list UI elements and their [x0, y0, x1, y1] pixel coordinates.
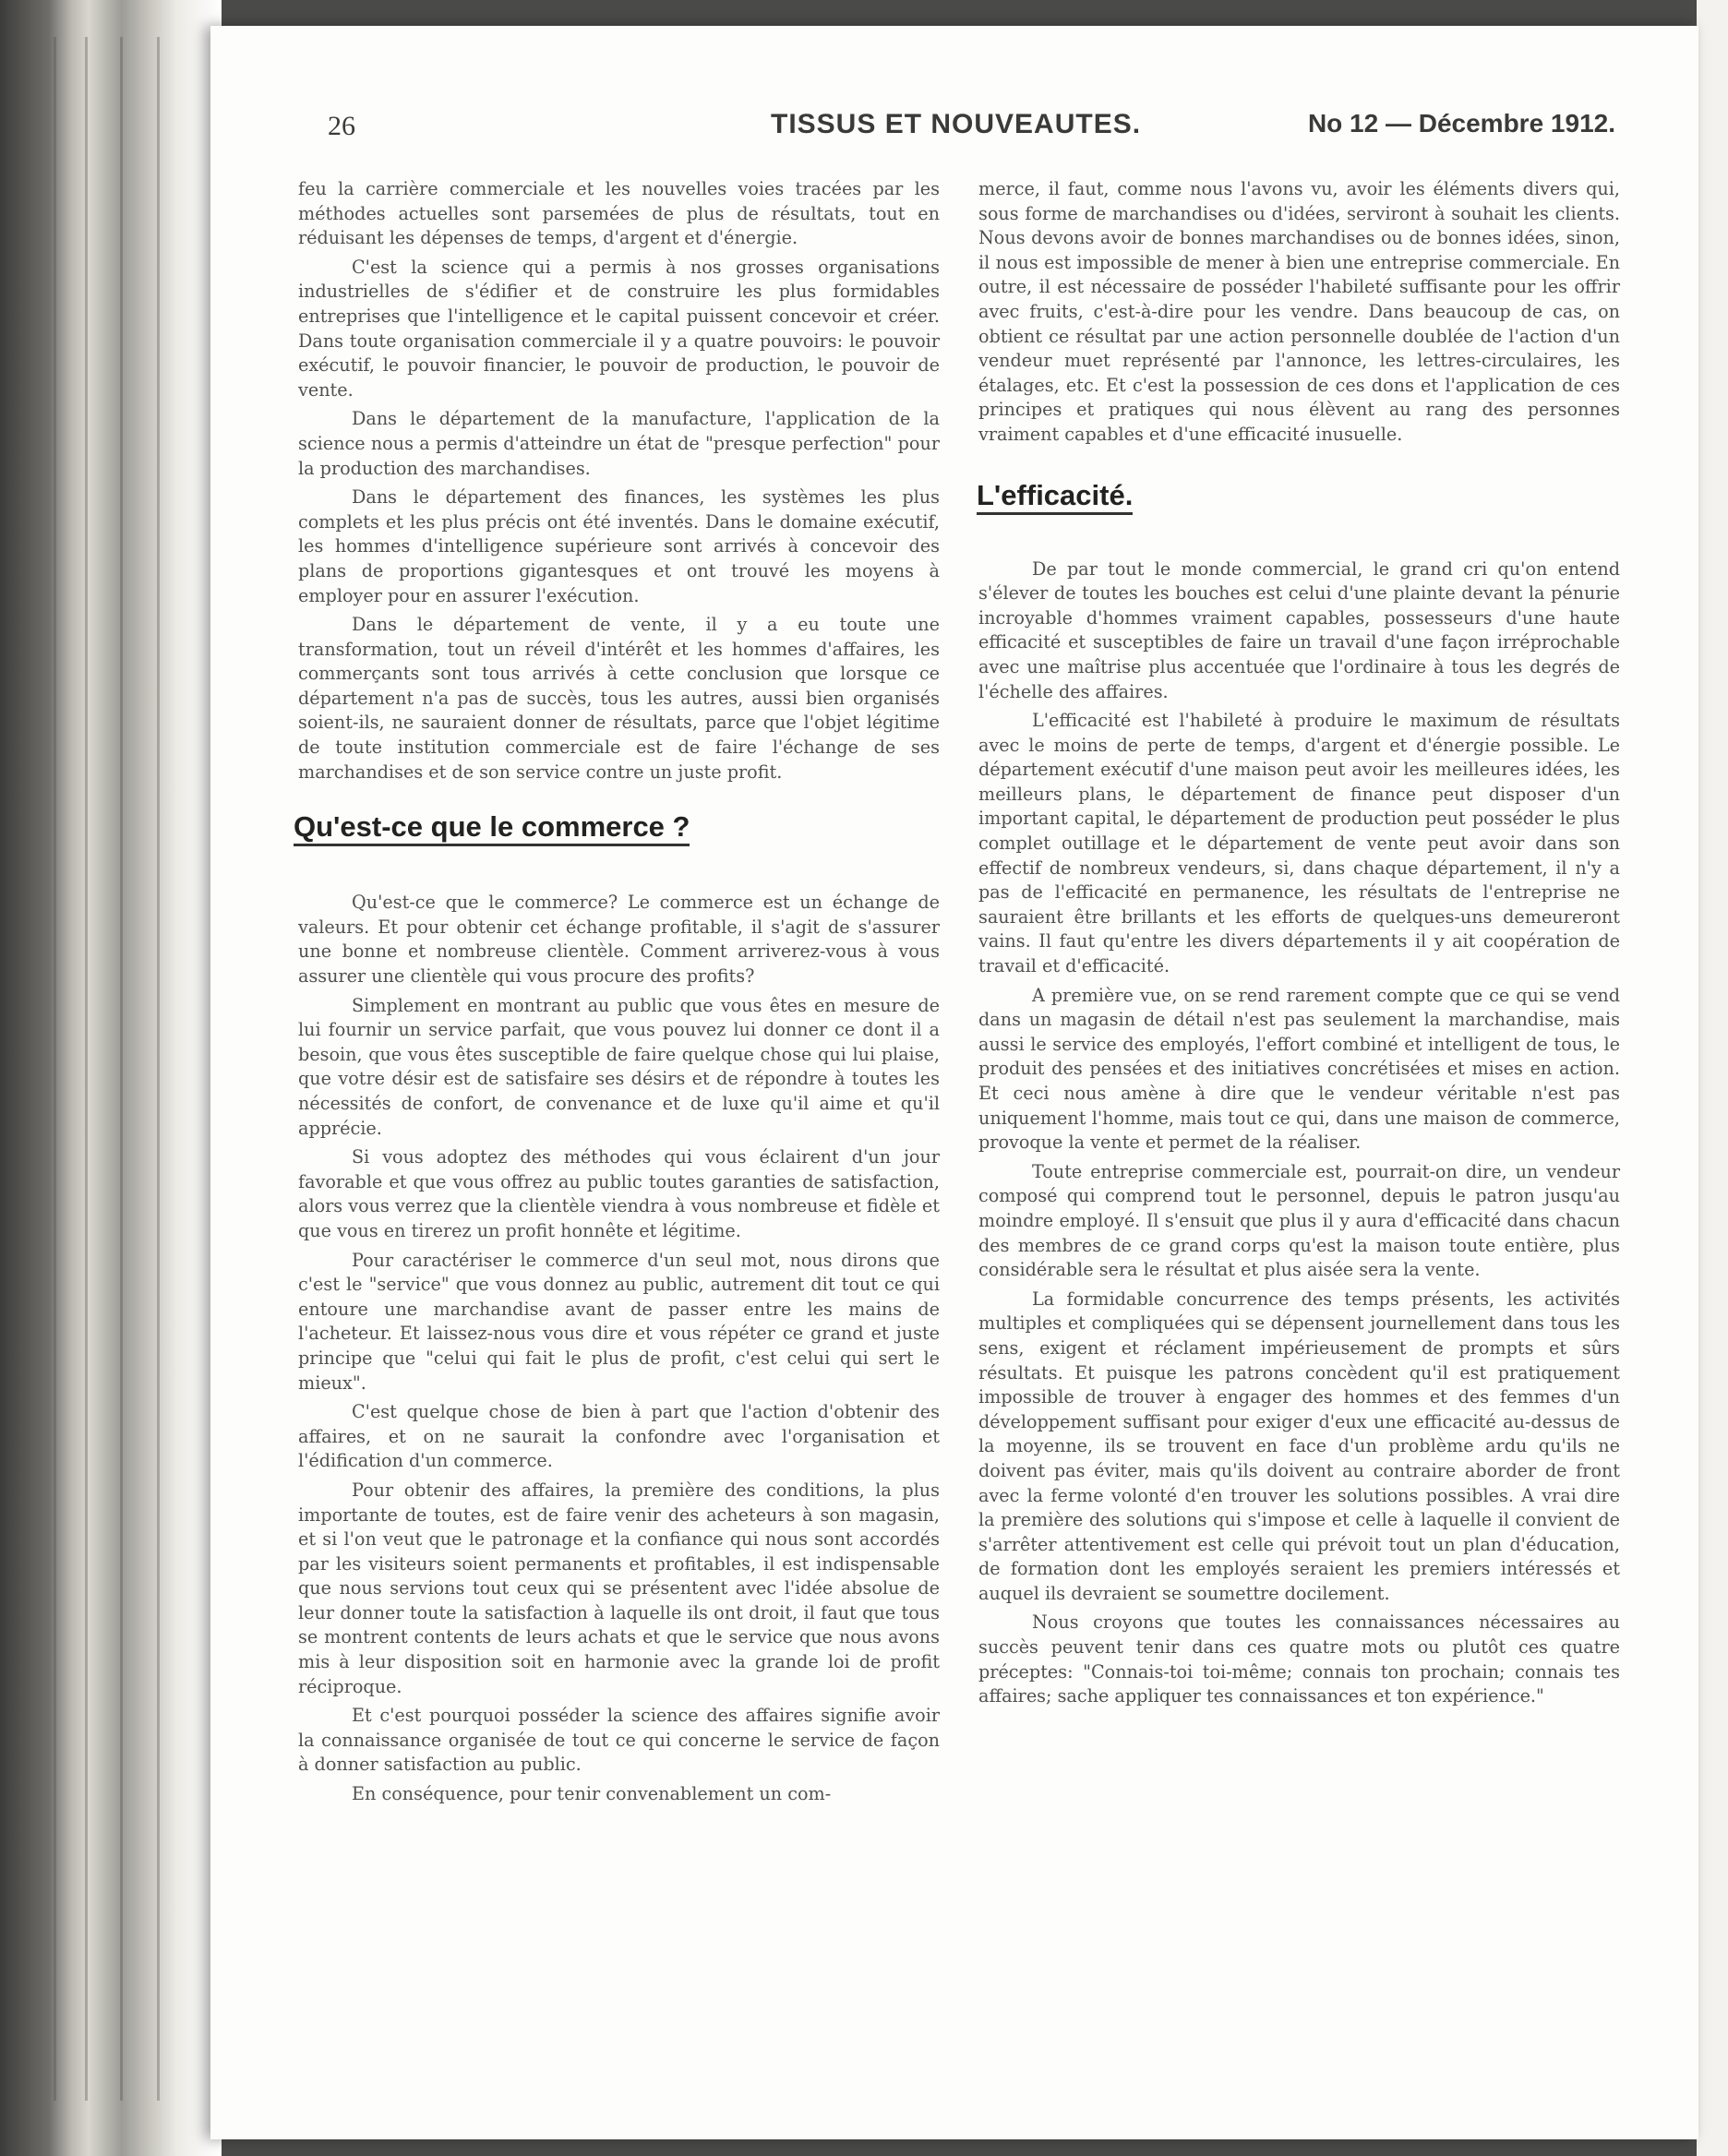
page-number: 26 [328, 111, 355, 141]
paragraph: A première vue, on se rend rarement compte que ce qui se vend dans un magasin de détail n'est pas seulement la marchandise, mais aussi le service des employés, l'effort combiné et intelligent de tous, le produit des pensées et des initiatives concrétisées et mises en action. Et ceci nous amène à dire que le vendeur véritable n'est pas uniquement l'homme, mais tout ce qui, dans une maison de commerce, provoque la vente et permet de la réaliser. [978, 984, 1620, 1154]
paragraph: La formidable concurrence des temps présents, les activités multiples et compliquées qui se dépensent journellement dans tous les sens, exigent et réclament impérieusement de prompts et sûrs résultats. Et puisque les patrons concèdent qu'il est pratiquement impossible de trouver à engager des hommes et des femmes d'un développement suffisant pour exiger d'eux une efficacité au-dessus de la moyenne, ils se trouvent en face d'un problème ardu qu'ils ne doivent pas éviter, mais qu'ils doivent au contraire aborder de front avec la ferme volonté d'en trouver les solutions possibles. A vrai dire la première des solutions qui s'impose et celle à laquelle il convient de s'arrêter attentivement est celle qui prévoit tout un plan d'éducation, de formation dont les employés seraient les premiers intéressés et auquel ils devraient se soumettre docilement. [978, 1288, 1620, 1604]
paragraph: Dans le département des finances, les systèmes les plus complets et les plus précis ont été inventés. Dans le domaine exécutif, les hommes d'intelligence supérieure sont arrivés à concevoir des plans de proportions gigantesques et ont trouvé les moyens à employer pour en assurer l'exécution. [298, 486, 940, 606]
left-column [294, 177, 940, 1812]
paragraph: Nous croyons que toutes les connaissances nécessaires au succès peuvent tenir dans ces quatre mots ou plutôt ces quatre préceptes: "Connais-toi toi-même; connais ton prochain; connais tes affaires; sache appliquer tes connaissances et ton expérience." [978, 1611, 1620, 1707]
paragraph: Qu'est-ce que le commerce? Le commerce est un échange de valeurs. Et pour obtenir cet échange profitable, il s'agit de s'assurer une bonne et nombreuse clientèle. Comment arriverez-vous à vous assurer une clientèle qui vous procure des profits? [298, 892, 940, 988]
running-header [323, 109, 1615, 146]
paragraph: Dans le département de vente, il y a eu toute une transformation, tout un réveil d'intérêt et les hommes d'affaires, les commerçants sont tous arrivés à cette conclusion que lorsque ce département n'a pas de succès, tous les autres, aussi bien organisés soient-ils, ne sauraient donner de résultats, parce que l'objet légitime de toute institution commerciale est de faire l'échange de ses marchandises et de son service contre un juste profit. [298, 614, 940, 783]
section-heading-efficacite: L'efficacité. [977, 479, 1133, 515]
paragraph: merce, il faut, comme nous l'avons vu, avoir les éléments divers qui, sous forme de marchandises ou d'idées, serviront à souhait les clients. Nous devons avoir de bonnes marchandises ou de bonnes idées, sinon, il nous est impossible de mener à bien une entreprise commerciale. En outre, il est nécessaire de posséder l'habileté suffisante pour les offrir avec fruits, c'est-à-dire pour les vendre. Dans beaucoup de cas, on obtient ce résultat par une action personnelle doublée de l'action d'un vendeur muet représenté par l'annonce, les lettres-circulaires, les étalages, etc. Et c'est la possession de ces dons et l'application de ces principes et pratiques qui nous élèvent au rang des personnes vraiment capables et d'une efficacité inusuelle. [978, 178, 1620, 445]
paragraph: Simplement en montrant au public que vous êtes en mesure de lui fournir un service parfait, que vous pouvez lui donner ce dont il a besoin, que vous êtes susceptible de faire quelque chose qui lui plaise, que votre désir est de satisfaire ses désirs et de répondre à toutes les nécessités de confort, de convenance et de luxe qu'il aime et qu'il apprécie. [298, 994, 940, 1139]
paragraph: Pour obtenir des affaires, la première des conditions, la plus importante de toutes, est de faire venir des acheteurs à son magasin, et si l'on veut que le patronage et la confiance qui nous sont accordés par les visiteurs soient permanents et profitables, il est indispensable que nous servions tout ceux qui se présentent avec l'idée absolue de leur donner toute la satisfaction à laquelle ils ont droit, il faut que tous se montrent contents de leurs achats et que le service que nous avons mis à leur disposition soit en harmonie avec la grande loi de profit réciproque. [298, 1479, 940, 1697]
paragraph: C'est la science qui a permis à nos grosses organisations industrielles de s'édifier et de construire les plus formidables entreprises que l'intelligence et le capital puissent concevoir et créer. Dans toute organisation commerciale il y a quatre pouvoirs: le pouvoir exécutif, le pouvoir financier, le pouvoir de production, le pouvoir de vente. [298, 256, 940, 401]
paragraph: C'est quelque chose de bien à part que l'action d'obtenir des affaires, et on ne saurait la confondre avec l'organisation et l'édification d'un commerce. [298, 1401, 940, 1472]
scan-margin [1697, 0, 1728, 2156]
paragraph: Toute entreprise commerciale est, pourrait-on dire, un vendeur composé qui comprend tout le personnel, depuis le patron jusqu'au moindre employé. Il s'ensuit que plus il y aura d'efficacité dans chacun des membres de ce grand corps qu'est la maison toute entière, plus considérable sera le résultat et plus aisée sera la vente. [978, 1160, 1620, 1281]
journal-title: TISSUS ET NOUVEAUTES. [771, 109, 1142, 139]
paragraph: En conséquence, pour tenir convenablement un com- [352, 1783, 832, 1805]
issue-date: No 12 — Décembre 1912. [1307, 109, 1615, 138]
paragraph: De par tout le monde commercial, le grand cri qu'on entend s'élever de toutes les bouches est celui d'une plainte devant la pénurie incroyable d'hommes vraiment capables, possesseurs d'une haute efficacité et susceptibles de faire un travail d'une façon irréprochable avec une maîtrise plus accentuée que l'ordinaire à tous les degrés de l'échelle des affaires. [978, 557, 1620, 702]
paragraph: Si vous adoptez des méthodes qui vous éclairent d'un jour favorable et que vous offrez au public toutes garanties de satisfaction, alors vous verrez que la clientèle viendra à vous nombreuse et fidèle et que vous en tirerez un profit honnête et légitime. [298, 1146, 940, 1241]
paragraph: feu la carrière commerciale et les nouvelles voies tracées par les méthodes actuelles sont parsemées de plus de résultats, tout en réduisant les dépenses de temps, d'argent et d'énergie. [298, 178, 940, 249]
paragraph: Et c'est pourquoi posséder la science des affaires signifie avoir la connaissance organisée de tout ce qui concerne le service de façon à donner satisfaction au public. [298, 1705, 940, 1776]
paragraph: Pour caractériser le commerce d'un seul mot, nous dirons que c'est le "service" que vous donnez au public, autrement dit tout ce qui entoure une marchandise avant de passer entre les mains de l'acheteur. Et laissez-nous vous dire et vous répéter ce grand et juste principe que "celui qui fait le plus de profit, c'est celui qui sert le mieux". [298, 1249, 940, 1394]
paragraph: L'efficacité est l'habileté à produire le maximum de résultats avec le moins de perte de temps, d'argent et d'énergie possible. Le département exécutif d'une maison peut avoir les meilleures idées, les meilleurs plans, le département de finance peut disposer d'un important capital, le département de production peut posséder le plus complet outillage et le département de vente peut avoir dans son effectif de nombreux vendeurs, si, dans chaque département, il n'y a pas de l'efficacité en permanence, les résultats de l'entreprise ne sauraient être brillants et les efforts de quelques-uns demeureront vains. Il faut qu'entre les divers départements il y ait coopération de travail et d'efficacité. [978, 710, 1620, 977]
right-column [978, 177, 1620, 1714]
paragraph: Dans le département de la manufacture, l'application de la science nous a permis d'atteindre un état de "presque perfection" pour la production des marchandises. [298, 408, 940, 479]
section-heading-commerce: Qu'est-ce que le commerce ? [294, 810, 690, 846]
book-page-stack [0, 0, 222, 2156]
